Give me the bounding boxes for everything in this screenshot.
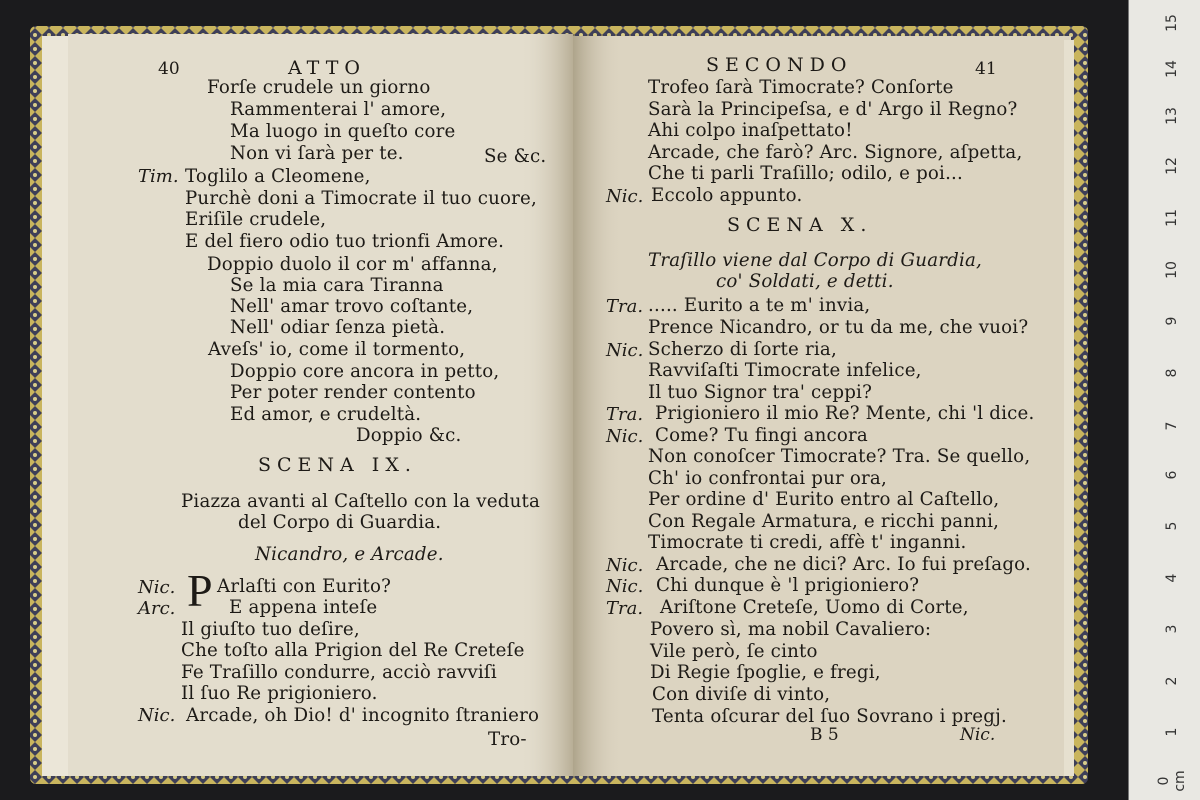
right-page-line: Traſillo viene dal Corpo di Guardia, — [648, 250, 983, 271]
left-page-line: Doppio core ancora in petto, — [230, 361, 500, 382]
left-page-line: Toglilo a Cleomene, — [185, 166, 371, 187]
right-page-line: Vile però, ſe cinto — [650, 641, 818, 662]
left-page-number: 40 — [158, 59, 180, 79]
right-page-line: SCENA X. — [727, 214, 873, 236]
right-page-line: Ch' io confrontai pur ora, — [648, 468, 887, 489]
right-page-number: 41 — [975, 59, 997, 79]
left-page-line: Non vi ſarà per te. — [230, 143, 404, 164]
right-page-line: Povero sì, ma nobil Cavaliero: — [650, 619, 932, 640]
left-page-line: Rammenterai l' amore, — [230, 99, 447, 120]
left-page-line: Forſe crudele un giorno — [207, 77, 431, 98]
left-page-line: Il giuſto tuo deſire, — [181, 619, 360, 640]
right-page-line: co' Soldati, e detti. — [716, 271, 894, 292]
ruler-tick-label: 13 — [1164, 107, 1180, 125]
right-page-speaker-label: Tra. — [606, 404, 644, 425]
left-page-line: Nicandro, e Arcade. — [255, 544, 444, 565]
ruler-tick-label: 10 — [1164, 261, 1180, 279]
right-page-line: Per ordine d' Eurito entro al Caſtello, — [648, 489, 1000, 510]
right-page-line: Non conoſcer Timocrate? Tra. Se quello, — [648, 446, 1031, 467]
right-page-line: Prence Nicandro, or tu da me, che vuoi? — [648, 317, 1029, 338]
left-page-line: Piazza avanti al Caſtello con la veduta — [181, 491, 541, 512]
right-page-speaker-label: Tra. — [606, 598, 644, 619]
ruler-tick-label: 15 — [1164, 14, 1180, 32]
right-page-speaker-label: Nic. — [606, 555, 644, 576]
right-page-line: Prigioniero il mio Re? Mente, chi 'l dice. — [655, 403, 1035, 424]
left-page-line: Eriſile crudele, — [185, 209, 327, 230]
left-page-line: Che toſto alla Prigion del Re Creteſe — [181, 640, 525, 661]
left-page-speaker-label: Tim. — [138, 166, 179, 187]
ruler-tick-label: 12 — [1164, 157, 1180, 175]
right-page-speaker-label: Nic. — [606, 576, 644, 597]
left-page-speaker-label: Arc. — [138, 598, 176, 619]
right-page-line: Ahi colpo inaſpettato! — [648, 120, 853, 141]
ruler-tick-label: 14 — [1164, 60, 1180, 78]
right-page-speaker-label: Nic. — [606, 186, 644, 207]
ruler-tick-label: 6 — [1164, 470, 1180, 480]
right-running-head: SECONDO — [706, 54, 853, 76]
left-page-line: Arlaſti con Eurito? — [217, 576, 392, 597]
right-page-line: Che ti parli Traſillo; odilo, e poi... — [648, 163, 964, 184]
ruler-tick-label: 11 — [1164, 209, 1180, 227]
left-page-line: Nell' amar trovo coſtante, — [230, 296, 474, 317]
ruler-tick-label: 1 — [1164, 727, 1180, 737]
left-page-line: SCENA IX. — [258, 454, 417, 476]
left-page-line: Aveſs' io, come il tormento, — [208, 339, 466, 360]
ruler-tick-label: 4 — [1164, 573, 1180, 583]
right-page-line: Il tuo Signor tra' ceppi? — [648, 382, 873, 403]
left-page-line: Tro- — [488, 729, 527, 750]
left-page-line: Ed amor, e crudeltà. — [230, 404, 422, 425]
left-page-line: E appena inteſe — [229, 597, 378, 618]
right-page-line: Timocrate ti credi, affè t' inganni. — [648, 532, 967, 553]
right-page-speaker-label: Nic. — [606, 340, 644, 361]
left-running-head: ATTO — [288, 57, 366, 79]
left-page-line: del Corpo di Guardia. — [238, 512, 442, 533]
left-page-line: Purchè doni a Timocrate il tuo cuore, — [185, 188, 537, 209]
right-page-line: Di Regie ſpoglie, e fregi, — [650, 662, 881, 683]
ruler-tick-label: 0 cm — [1156, 770, 1188, 792]
right-page-speaker-label: Nic. — [606, 426, 644, 447]
left-page-line: Doppio &c. — [356, 425, 462, 446]
right-page-line: Ariſtone Creteſe, Uomo di Corte, — [660, 597, 969, 618]
left-page-line: Per poter render contento — [230, 382, 476, 403]
ruler-tick-label: 8 — [1164, 368, 1180, 378]
right-page-line: Scherzo di ſorte ria, — [648, 339, 837, 360]
signature-mark: B 5 — [810, 725, 839, 745]
left-page-line: Doppio duolo il cor m' affanna, — [207, 254, 498, 275]
right-page-line: Sarà la Principeſsa, e d' Argo il Regno? — [648, 99, 1018, 120]
left-page-line: Arcade, oh Dio! d' incognito ſtraniero — [186, 705, 540, 726]
ruler-tick-label: 2 — [1164, 676, 1180, 686]
ruler-tick-label: 3 — [1164, 624, 1180, 634]
right-page-line: Ravviſaſti Timocrate infelice, — [648, 360, 922, 381]
page-edges-left — [42, 36, 72, 776]
right-page-line: Trofeo ſarà Timocrate? Conſorte — [648, 77, 954, 98]
ruler-tick-label: 7 — [1164, 421, 1180, 431]
right-page-speaker-label: Tra. — [606, 296, 644, 317]
left-page-line: Il ſuo Re prigioniero. — [181, 683, 378, 704]
right-page-line: Con diviſe di vinto, — [652, 684, 831, 705]
drop-cap: P — [187, 565, 213, 616]
left-page-line: Fe Traſillo condurre, acciò ravviſi — [181, 662, 497, 683]
catchword: Nic. — [960, 725, 996, 745]
right-page-line: Tenta oſcurar del ſuo Sovrano i pregj. — [652, 706, 1007, 727]
left-page-speaker-label: Nic. — [138, 705, 176, 726]
left-page-line: Se la mia cara Tiranna — [230, 275, 444, 296]
right-page-line: Arcade, che farò? Arc. Signore, aſpetta, — [648, 142, 1023, 163]
right-page-line: Con Regale Armatura, e ricchi panni, — [648, 511, 1000, 532]
page-edges-right — [1064, 40, 1074, 776]
right-page-line: Come? Tu fingi ancora — [655, 425, 868, 446]
right-page-line: Eccolo appunto. — [651, 185, 803, 206]
se-etc: Se &c. — [484, 146, 547, 167]
right-page-line: ..... Eurito a te m' invia, — [648, 295, 871, 316]
left-page-speaker-label: Nic. — [138, 577, 176, 598]
right-page-line: Arcade, che ne dici? Arc. Io fui preſago. — [656, 554, 1031, 575]
left-page-line: Ma luogo in queſto core — [230, 121, 456, 142]
ruler-tick-label: 9 — [1164, 316, 1180, 326]
ruler-tick-label: 5 — [1164, 521, 1180, 531]
left-page-line: Nell' odiar ſenza pietà. — [230, 317, 446, 338]
right-page-line: Chi dunque è 'l prigioniero? — [656, 575, 920, 596]
left-page-line: E del fiero odio tuo trionfi Amore. — [185, 231, 505, 252]
